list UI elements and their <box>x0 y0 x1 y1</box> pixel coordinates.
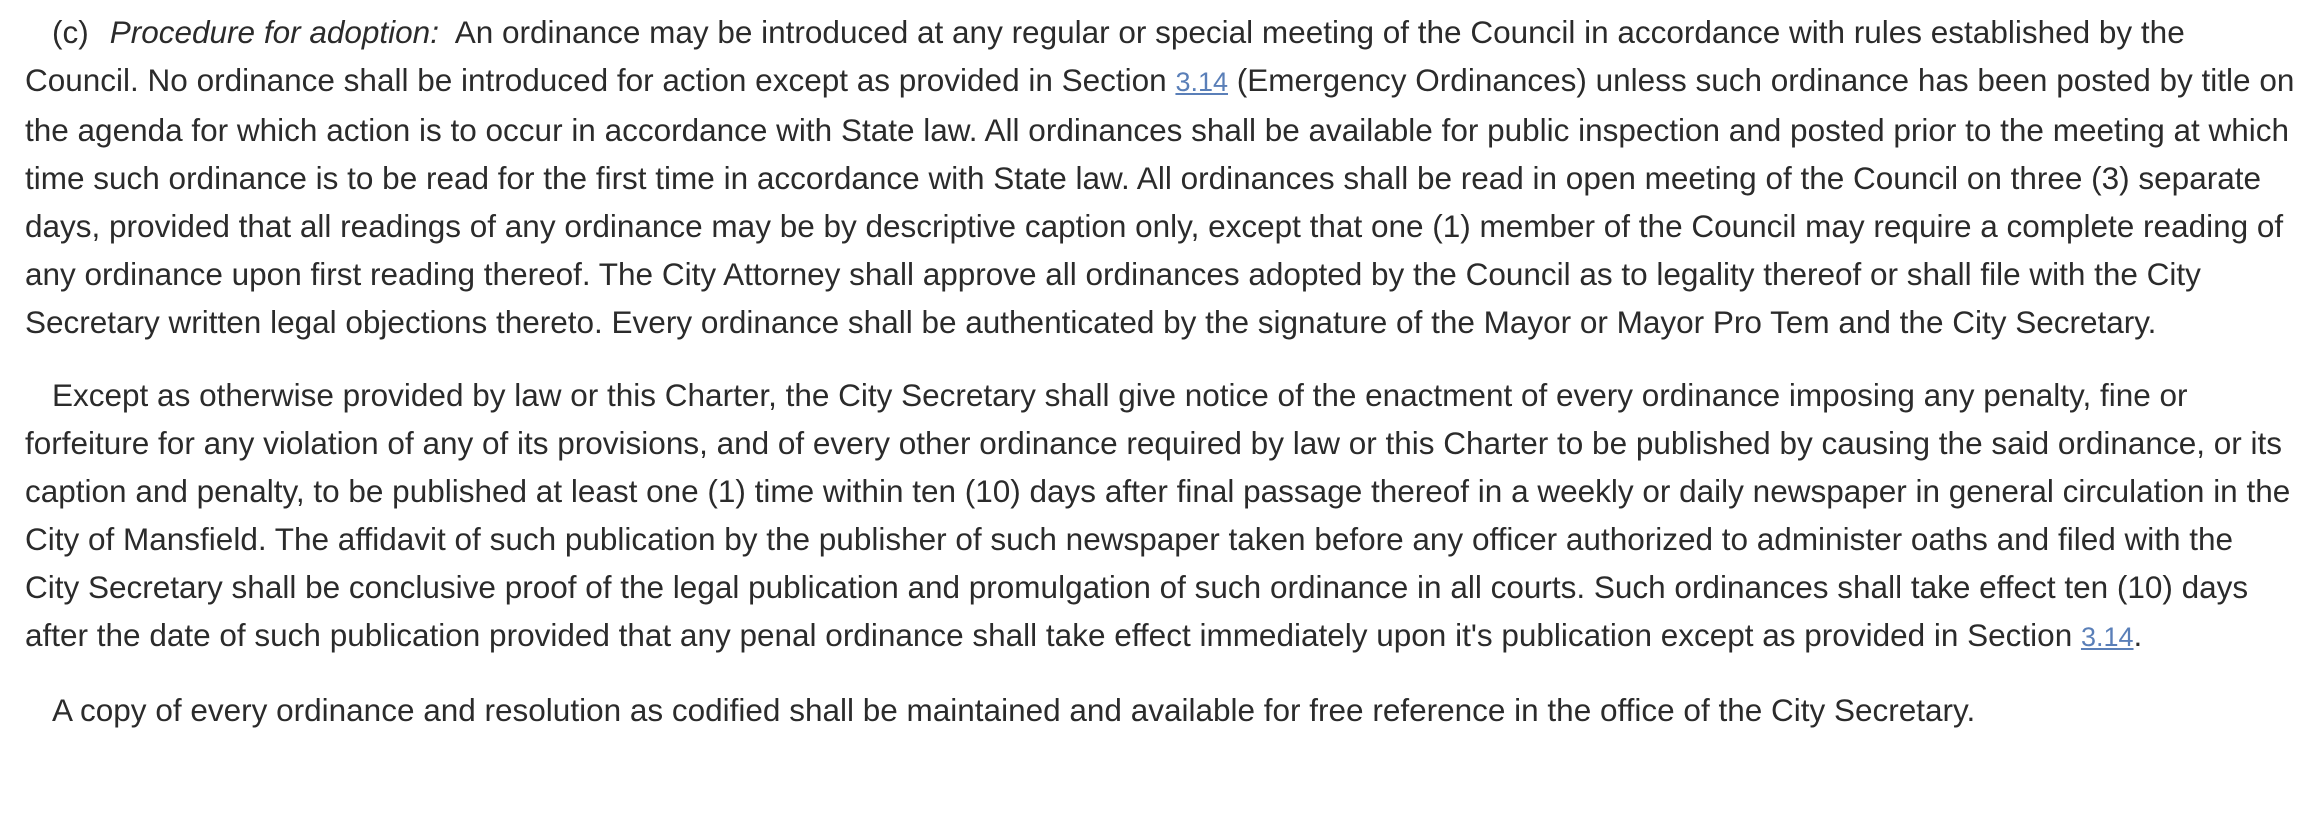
section-heading: Procedure for adoption: <box>109 14 439 50</box>
publication-text-2: . <box>2133 617 2143 653</box>
document-body <box>25 8 2295 734</box>
section-c-paragraph <box>25 8 2295 346</box>
section-c-text-2: (Emergency Ordinances) unless such ordinance has been posted by title on the agenda for which action is to occur in accordance with State law. All ordinances shall be available for public inspection and posted prior to the meeting at which time such ordinance is to be read for the first time in accordance with State law. All ordinances shall be read in open meeting of the Council on three (3) separate days, provided that all readings of any ordinance may be by descriptive caption only, except that one (1) member of the Council may require a complete reading of any ordinance upon first reading thereof. The City Attorney shall approve all ordinances adopted by the Council as to legality thereof or shall file with the City Secretary written legal objections thereto. Every ordinance shall be authenticated by the signature of the Mayor or Mayor Pro Tem and the City Secretary. <box>25 62 2295 340</box>
section-label: (c) <box>52 14 89 50</box>
publication-text-1: Except as otherwise provided by law or this Charter, the City Secretary shall give notice of the enactment of every ordinance imposing any penalty, fine or forfeiture for any violation of any of its provisions, and of every other ordinance required by law or this Charter to be published by causing the said ordinance, or its caption and penalty, to be published at least one (1) time within ten (10) days after final passage thereof in a weekly or daily newspaper in general circulation in the City of Mansfield. The affidavit of such publication by the publisher of such newspaper taken before any officer authorized to administer oaths and filed with the City Secretary shall be conclusive proof of the legal publication and promulgation of such ordinance in all courts. Such ordinances shall take effect ten (10) days after the date of such publication provided that any penal ordinance shall take effect immediately upon it's publication except as provided in Section <box>25 377 2291 653</box>
section-3-14-link[interactable]: 3.14 <box>2080 622 2134 652</box>
publication-paragraph <box>25 371 2295 661</box>
section-3-14-link[interactable]: 3.14 <box>1175 67 1228 97</box>
codified-copy-paragraph <box>25 686 2295 734</box>
section-c-text-1: An ordinance may be introduced at any regular or special meeting of the Council in accordance with rules established by the Council. No ordinance shall be introduced for action except as provided in Section <box>25 14 2194 98</box>
codified-copy-text: A copy of every ordinance and resolution as codified shall be maintained and available for free reference in the office of the City Secretary. <box>52 692 1976 728</box>
